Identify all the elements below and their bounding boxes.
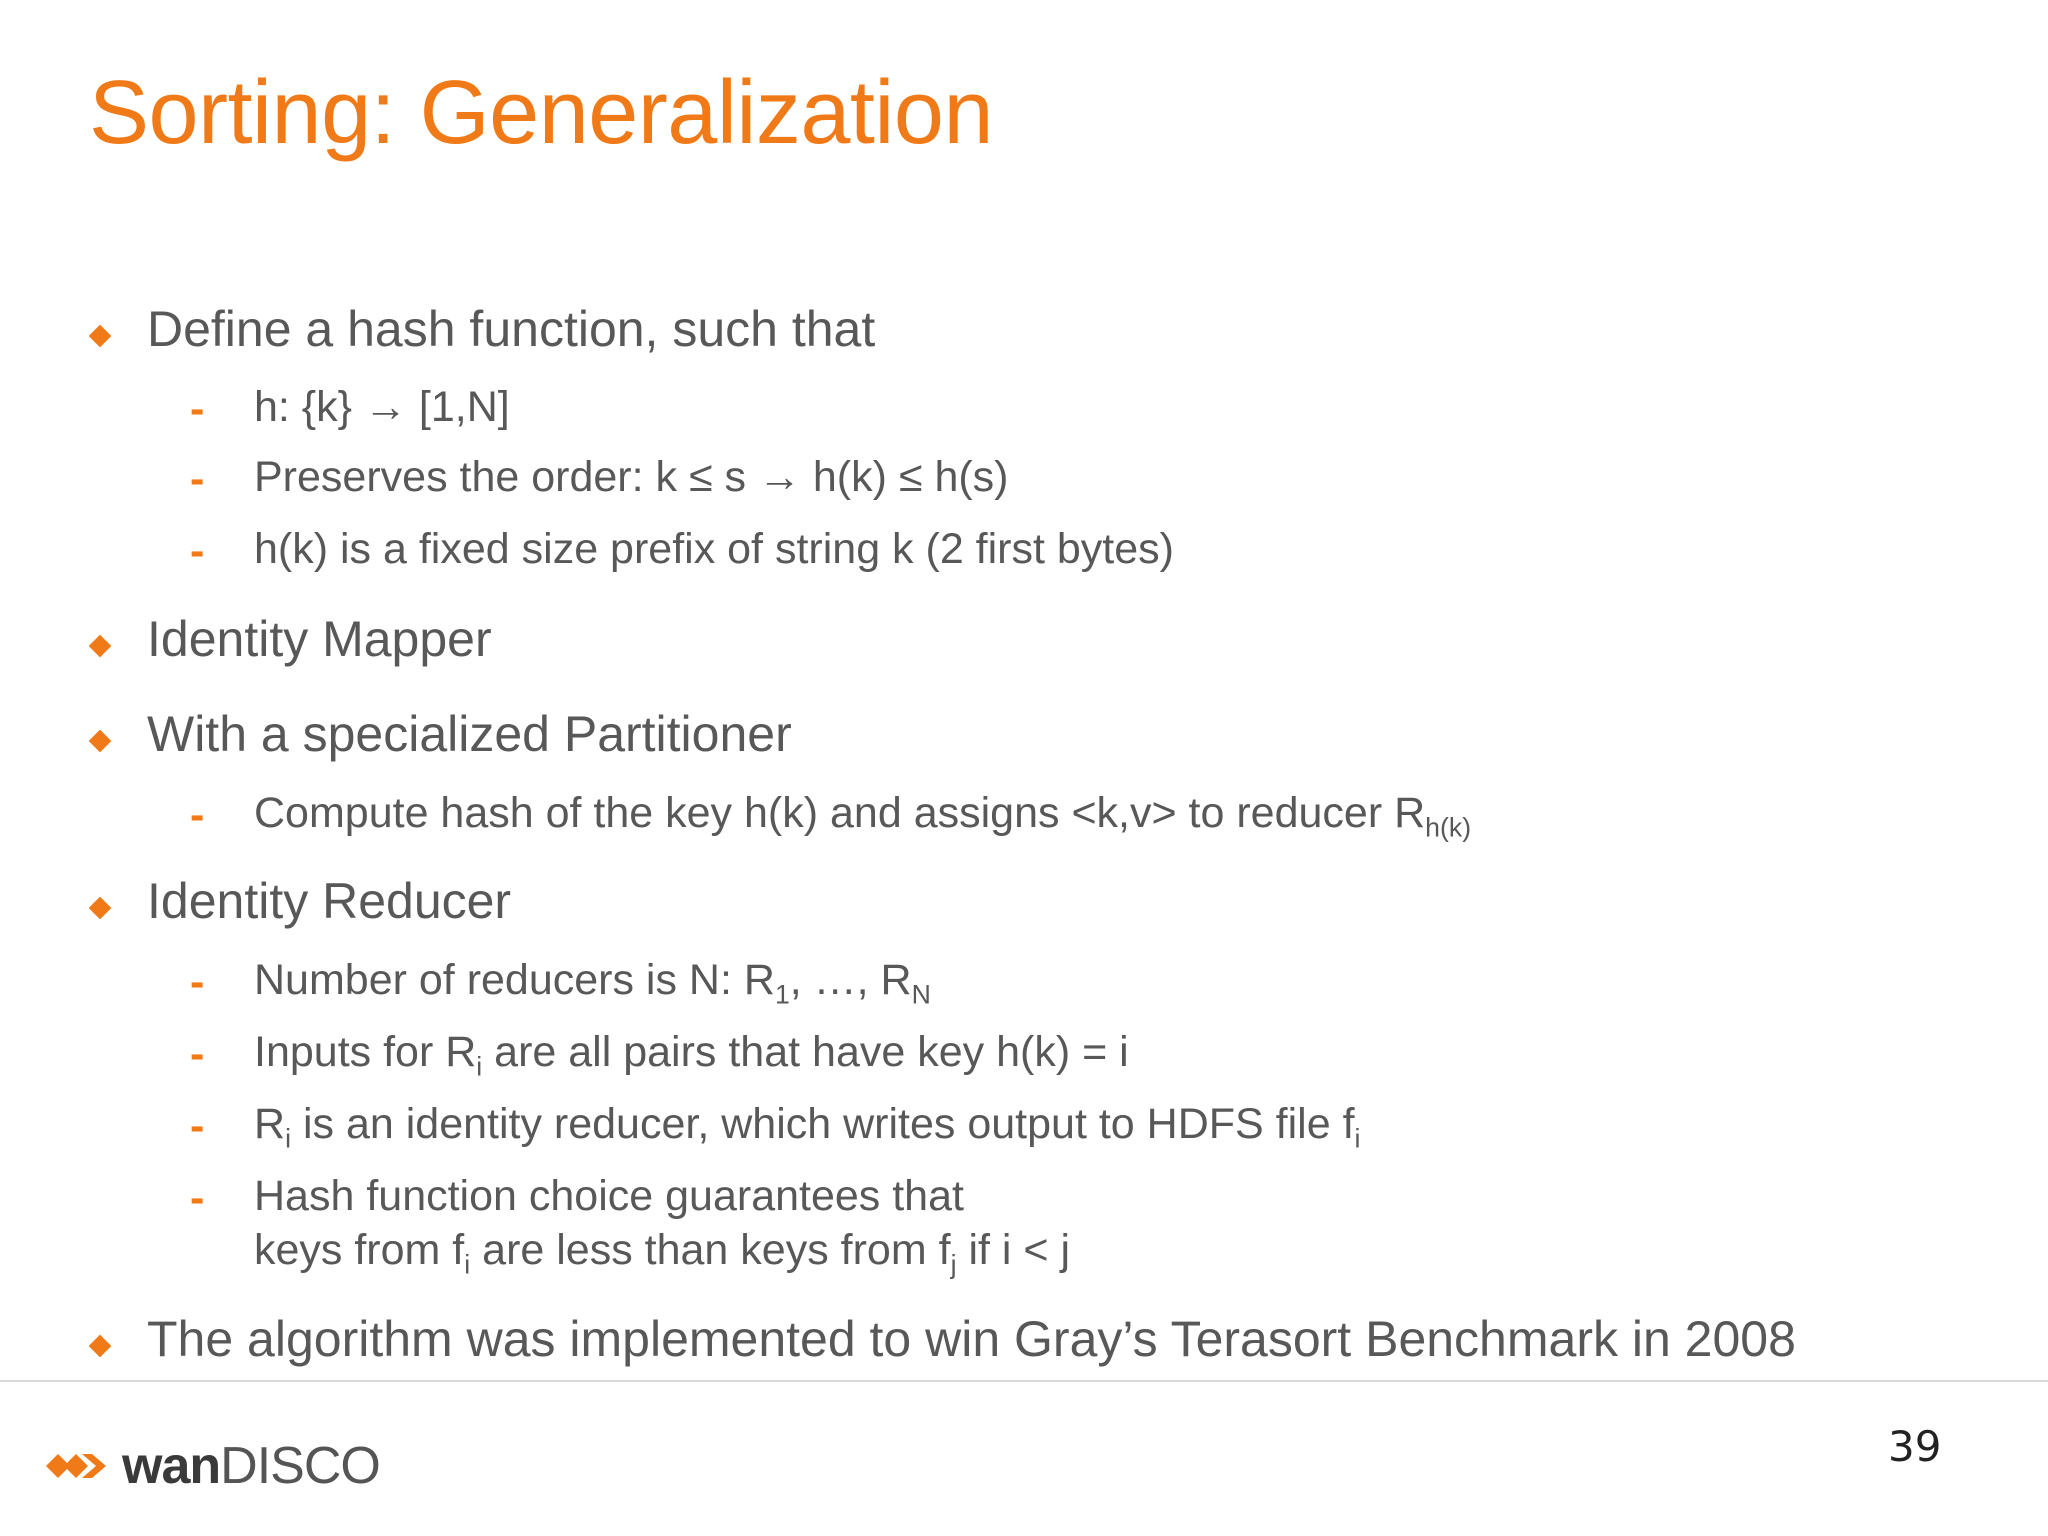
dash-icon: -	[190, 1102, 205, 1150]
bullet-partitioner: With a specialized Partitioner	[147, 706, 792, 762]
logo-arrows-icon	[46, 1444, 116, 1488]
dash-icon: -	[190, 1174, 205, 1222]
sub-hash-guarantee-line2	[254, 1226, 1071, 1280]
slide-title: Sorting: Generalization	[89, 63, 994, 163]
subscript: i	[476, 1051, 483, 1082]
bullet-identity-reducer: Identity Reducer	[147, 873, 512, 929]
subscript-hk: h(k)	[1425, 812, 1472, 843]
sub-compute-hash	[254, 789, 1472, 843]
wandisco-logo	[46, 1436, 380, 1496]
bullet-terasort: The algorithm was implemented to win Gray’s Terasort Benchmark in 2008	[147, 1311, 1796, 1367]
bullet-diamond-icon	[89, 1335, 112, 1358]
sub-text: keys from f	[254, 1226, 465, 1274]
subscript: i	[285, 1123, 291, 1154]
sub-text: are less than keys from f	[470, 1226, 951, 1274]
logo-text-bold: wan	[122, 1437, 221, 1495]
sub-text: Number of reducers is N: R	[254, 956, 775, 1004]
bullet-diamond-icon	[89, 897, 112, 920]
sub-prefix: h(k) is a fixed size prefix of string k (2 first bytes)	[254, 525, 1174, 573]
sub-preserves-order: Preserves the order: k ≤ s → h(k) ≤ h(s)	[254, 453, 1009, 501]
dash-icon: -	[190, 791, 205, 839]
dash-icon: -	[190, 527, 205, 575]
bullet-hash-function: Define a hash function, such that	[147, 301, 876, 357]
logo-text-light: DISCO	[220, 1437, 380, 1495]
sub-ri-identity	[254, 1100, 1361, 1154]
sub-text: if i < j	[956, 1226, 1071, 1274]
sub-number-of-reducers	[254, 956, 931, 1010]
sub-text: is an identity reducer, which writes output to HDFS file f	[291, 1100, 1355, 1148]
sub-compute-hash-text: Compute hash of the key h(k) and assigns <k,v> to reducer R	[254, 789, 1426, 837]
subscript: j	[950, 1249, 957, 1280]
logo-text	[122, 1436, 380, 1496]
bullet-identity-mapper: Identity Mapper	[147, 611, 492, 667]
subscript: i	[1354, 1123, 1361, 1154]
bullet-diamond-icon	[89, 730, 112, 753]
footer-divider	[0, 1380, 2048, 1382]
sub-hash-guarantee-line1: Hash function choice guarantees that	[254, 1172, 964, 1220]
bullet-diamond-icon	[89, 325, 112, 348]
page-number: 39	[1888, 1422, 1942, 1471]
sub-inputs-for-ri	[254, 1028, 1129, 1082]
subscript: 1	[774, 979, 790, 1010]
sub-text: are all pairs that have key h(k) = i	[482, 1028, 1129, 1076]
sub-text: R	[254, 1100, 286, 1148]
dash-icon: -	[190, 1030, 205, 1078]
bullet-diamond-icon	[89, 635, 112, 658]
sub-hash-range: h: {k} → [1,N]	[254, 383, 510, 431]
dash-icon: -	[190, 385, 205, 433]
sub-text: Inputs for R	[254, 1028, 477, 1076]
sub-text: , …, R	[789, 956, 912, 1004]
subscript: N	[911, 979, 931, 1010]
subscript: i	[464, 1249, 471, 1280]
dash-icon: -	[190, 455, 205, 503]
dash-icon: -	[190, 958, 205, 1006]
